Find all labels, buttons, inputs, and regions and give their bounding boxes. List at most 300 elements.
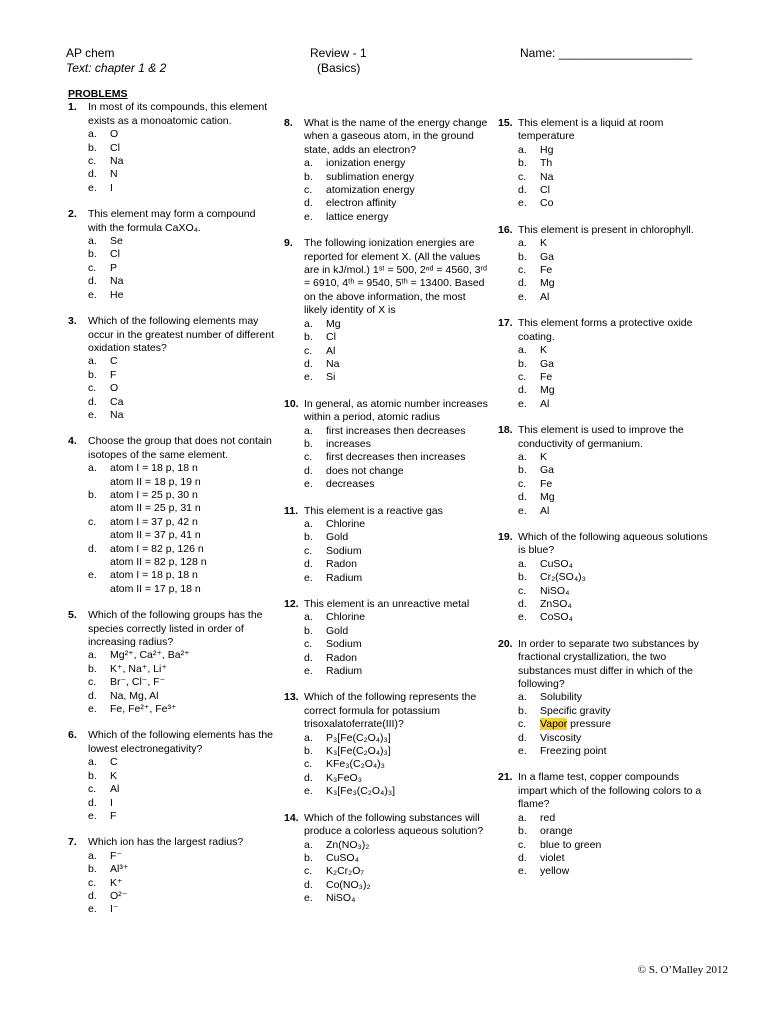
option-text: K₃[Fe₃(C₂O₄)₃] <box>326 785 396 798</box>
name-field: Name: ____________________ <box>520 46 693 60</box>
option-letter: a. <box>88 235 97 248</box>
question-stem <box>284 237 488 317</box>
option-letter: a. <box>518 143 527 156</box>
option-text: Viscosity <box>540 731 582 744</box>
option-text: Fe, Fe²⁺, Fe³⁺ <box>110 703 177 716</box>
option-text: Hg <box>540 143 554 156</box>
option-letter: c. <box>88 676 97 689</box>
option-text: Specific gravity <box>540 704 611 717</box>
answer-options <box>518 451 710 518</box>
answer-options <box>88 128 276 195</box>
answer-option <box>88 382 276 395</box>
question-number: 8. <box>284 117 293 129</box>
answer-option <box>304 358 488 371</box>
question-text: Which of the following represents the correct formula for potassium trisoxalatoferrate(III)? <box>304 691 477 731</box>
option-text: orange <box>540 825 573 838</box>
answer-options <box>518 144 710 211</box>
option-text: F <box>110 368 117 381</box>
option-text: I⁻ <box>110 903 119 916</box>
question-text: Which of the following substances will produce a colorless aqueous solution? <box>304 811 484 838</box>
option-letter: a. <box>88 849 97 862</box>
option-text-second-line: atom II = 25 p, 31 n <box>110 502 201 515</box>
question-number: 12. <box>284 598 299 610</box>
option-letter: b. <box>304 745 313 758</box>
answer-option <box>304 197 488 210</box>
option-letter: b. <box>518 357 527 370</box>
option-letter: e. <box>88 569 97 582</box>
answer-option <box>88 676 276 689</box>
answer-options <box>88 462 276 596</box>
option-text: first increases then decreases <box>326 424 466 437</box>
option-letter: b. <box>518 704 527 717</box>
option-text <box>540 718 710 731</box>
option-text: Si <box>326 371 336 384</box>
option-letter: e. <box>518 290 527 303</box>
answer-option <box>518 277 710 290</box>
option-text: Se <box>110 235 123 248</box>
question-stem <box>284 598 488 611</box>
option-letter: e. <box>518 745 527 758</box>
option-text: Ga <box>540 250 555 263</box>
option-letter: b. <box>518 825 527 838</box>
option-text: does not change <box>326 464 404 477</box>
option-letter: e. <box>518 397 527 410</box>
option-text: O²⁻ <box>110 889 128 902</box>
option-text: Na <box>110 408 124 421</box>
option-letter: d. <box>88 542 97 555</box>
answer-options <box>304 518 488 585</box>
question-number: 21. <box>498 771 513 784</box>
question-stem <box>498 224 710 237</box>
option-letter: e. <box>304 785 313 798</box>
problem-1 <box>68 101 276 195</box>
answer-option <box>88 369 276 382</box>
option-text-second-line: atom II = 82 p, 128 n <box>110 556 207 568</box>
question-text: Which ion has the largest radius? <box>88 836 244 849</box>
option-letter: b. <box>518 250 527 263</box>
question-text: This element is a reactive gas <box>304 504 443 517</box>
option-text: Radon <box>326 558 357 571</box>
question-number: 14. <box>284 811 299 824</box>
answer-option <box>518 825 710 838</box>
answer-option <box>88 783 276 796</box>
problem-15 <box>498 117 710 211</box>
option-letter: c. <box>88 382 97 395</box>
question-stem <box>284 117 488 157</box>
answer-options <box>304 839 488 906</box>
answer-option <box>88 649 276 662</box>
option-text: Fe <box>540 370 553 383</box>
answer-option <box>518 371 710 384</box>
option-letter: a. <box>304 517 313 530</box>
option-letter: e. <box>88 809 97 822</box>
option-text: O <box>110 128 119 141</box>
option-letter: e. <box>304 210 313 223</box>
question-stem <box>498 771 710 811</box>
option-text: lattice energy <box>326 210 389 223</box>
answer-options <box>518 691 710 758</box>
question-number: 18. <box>498 424 513 437</box>
problem-3 <box>68 315 276 422</box>
question-stem <box>284 505 488 518</box>
option-text: Al <box>110 783 120 796</box>
problem-21 <box>498 771 710 878</box>
option-letter: b. <box>88 662 97 675</box>
option-text: Mg <box>540 277 555 290</box>
answer-option <box>304 732 488 745</box>
answer-option <box>518 264 710 277</box>
option-text: K <box>110 769 118 782</box>
answer-option <box>304 425 488 438</box>
option-letter: b. <box>518 571 527 584</box>
option-text: Sodium <box>326 638 362 651</box>
option-text: atom I = 82 p, 126 n <box>110 542 204 555</box>
question-text: This element may form a compound with the formula CaXO₄. <box>88 208 256 234</box>
question-text: In a flame test, copper compounds impart which of the following colors to a flame? <box>518 771 702 811</box>
option-text: K⁺, Na⁺, Li⁺ <box>110 662 167 675</box>
question-text: This element is a liquid at room temperature <box>518 117 664 143</box>
option-letter: e. <box>304 892 313 905</box>
answer-option <box>518 451 710 464</box>
answer-option <box>88 142 276 155</box>
question-stem <box>68 729 276 756</box>
option-letter: b. <box>518 157 527 170</box>
option-text: ZnSO₄ <box>540 598 572 610</box>
question-stem <box>68 609 276 649</box>
option-letter: b. <box>88 488 97 501</box>
section-title: PROBLEMS <box>68 88 128 100</box>
option-text: Cl <box>110 248 120 261</box>
answer-option <box>518 839 710 852</box>
question-stem <box>68 208 276 235</box>
answer-option <box>304 879 488 892</box>
answer-option <box>518 344 710 357</box>
answer-options <box>518 812 710 879</box>
option-text: Chlorine <box>326 611 366 624</box>
answer-option <box>88 770 276 783</box>
column-2 <box>284 117 488 906</box>
answer-options <box>304 318 488 385</box>
option-letter: d. <box>518 598 527 610</box>
option-text: K <box>540 450 548 463</box>
answer-option <box>304 184 488 197</box>
option-letter: c. <box>304 638 313 651</box>
answer-option <box>88 355 276 368</box>
option-letter: e. <box>304 571 313 584</box>
column-3 <box>498 117 710 879</box>
option-letter: d. <box>88 168 97 181</box>
option-letter: b. <box>518 464 527 477</box>
review-title: Review - 1 <box>310 46 367 60</box>
option-letter: d. <box>304 558 313 571</box>
answer-option <box>304 345 488 358</box>
option-letter: d. <box>518 491 527 504</box>
answer-option <box>88 262 276 275</box>
answer-option <box>88 663 276 676</box>
option-letter: d. <box>88 796 97 809</box>
option-letter: e. <box>88 288 97 301</box>
option-text: CoSO₄ <box>540 611 573 624</box>
option-text: Solubility <box>540 691 583 704</box>
option-letter: b. <box>304 624 313 637</box>
option-letter: c. <box>304 184 313 197</box>
option-text: Ga <box>540 357 555 370</box>
text-reference: Text: chapter 1 & 2 <box>66 61 167 75</box>
option-letter: a. <box>518 450 527 463</box>
question-stem <box>498 638 710 692</box>
option-text: atom I = 18 p, 18 n <box>110 462 198 475</box>
answer-option <box>518 144 710 157</box>
option-text: K <box>540 344 548 357</box>
option-text: N <box>110 168 118 181</box>
answer-option <box>304 852 488 865</box>
answer-option <box>88 850 276 863</box>
option-letter: b. <box>88 368 97 381</box>
option-letter: b. <box>304 851 313 864</box>
option-text: Sodium <box>326 544 362 557</box>
option-text: Radium <box>326 571 363 584</box>
option-text-second-line: atom II = 17 p, 18 n <box>110 582 201 595</box>
answer-option <box>88 248 276 261</box>
answer-option <box>518 251 710 264</box>
answer-option <box>304 625 488 638</box>
option-text: KFe₃(C₂O₄)₃ <box>326 758 385 771</box>
question-text: This element forms a protective oxide coating. <box>518 317 693 343</box>
answer-option <box>304 211 488 224</box>
option-text: Cl <box>326 331 336 344</box>
answer-option <box>88 235 276 248</box>
question-stem <box>498 117 710 144</box>
option-text: Gold <box>326 531 349 544</box>
option-text: atom I = 18 p, 18 n <box>110 569 198 582</box>
option-text: K⁺ <box>110 876 123 889</box>
option-text: Cr₂(SO₄)₃ <box>540 571 586 584</box>
answer-option <box>304 451 488 464</box>
option-letter: a. <box>304 731 313 744</box>
option-text: I <box>110 796 113 809</box>
answer-option <box>88 863 276 876</box>
option-text-second-line: atom II = 37 p, 41 n <box>110 529 201 542</box>
option-letter: a. <box>88 355 97 368</box>
answer-option <box>88 128 276 141</box>
option-letter: a. <box>518 557 527 570</box>
problem-5 <box>68 609 276 716</box>
answer-option <box>518 384 710 397</box>
option-text: Ca <box>110 395 124 408</box>
answer-option <box>88 903 276 916</box>
option-letter: d. <box>304 771 313 784</box>
problem-17 <box>498 317 710 411</box>
problem-6 <box>68 729 276 823</box>
option-text: Chlorine <box>326 517 366 530</box>
answer-option <box>88 516 276 529</box>
option-letter: e. <box>88 181 97 194</box>
option-letter: c. <box>518 264 527 277</box>
answer-option <box>518 852 710 865</box>
option-text: Al <box>540 397 550 410</box>
answer-option <box>88 690 276 703</box>
answer-option <box>518 505 710 518</box>
answer-option <box>518 718 710 731</box>
answer-option <box>304 758 488 771</box>
option-text: NiSO₄ <box>326 892 356 905</box>
problem-19 <box>498 531 710 625</box>
option-text: Na <box>110 275 124 288</box>
option-letter: c. <box>304 544 313 557</box>
option-letter: c. <box>518 718 527 731</box>
question-number: 16. <box>498 223 513 236</box>
answer-option <box>304 171 488 184</box>
option-letter: c. <box>518 584 527 597</box>
answer-option <box>304 745 488 758</box>
answer-option <box>518 598 710 611</box>
option-letter: a. <box>88 462 97 475</box>
answer-option <box>304 558 488 571</box>
problem-4 <box>68 435 276 596</box>
option-text: atom I = 25 p, 30 n <box>110 488 198 501</box>
question-number: 17. <box>498 317 513 330</box>
answer-options <box>88 235 276 302</box>
option-letter: d. <box>304 464 313 477</box>
option-letter: b. <box>88 863 97 876</box>
answer-option <box>304 892 488 905</box>
answer-option <box>304 371 488 384</box>
answer-option <box>518 491 710 504</box>
option-letter: c. <box>88 515 97 528</box>
question-number: 6. <box>68 729 77 742</box>
column-1 <box>68 88 276 917</box>
answer-option <box>88 182 276 195</box>
option-letter: b. <box>304 531 313 544</box>
question-stem <box>498 424 710 451</box>
option-text: K₂Cr₂O₇ <box>326 865 365 878</box>
option-letter: a. <box>304 317 313 330</box>
problem-11 <box>284 505 488 585</box>
answer-option <box>518 745 710 758</box>
answer-options <box>88 355 276 422</box>
answer-option <box>518 732 710 745</box>
option-text: CuSO₄ <box>540 557 573 570</box>
option-text: Na <box>110 155 124 168</box>
answer-option <box>88 890 276 903</box>
option-letter: d. <box>518 277 527 290</box>
option-text: Na <box>540 170 554 183</box>
answer-option <box>88 489 276 502</box>
option-letter: d. <box>304 651 313 664</box>
answer-options <box>518 344 710 411</box>
option-letter: c. <box>88 876 97 889</box>
question-number: 19. <box>498 530 513 543</box>
question-number: 2. <box>68 208 77 221</box>
question-text: What is the name of the energy change when a gaseous atom, in the ground state, adds an electron? <box>304 117 488 156</box>
option-text: atom I = 37 p, 42 n <box>110 515 198 528</box>
option-text: K₃FeO₃ <box>326 771 362 784</box>
option-text: Mg <box>326 317 341 330</box>
question-text: In general, as atomic number increases within a period, atomic radius <box>304 397 488 424</box>
option-letter: c. <box>304 344 313 357</box>
answer-option <box>88 543 276 556</box>
review-subtitle: (Basics) <box>317 61 361 75</box>
answer-option <box>518 237 710 250</box>
question-stem <box>68 836 276 849</box>
question-stem <box>68 315 276 355</box>
answer-option <box>88 155 276 168</box>
answer-option <box>304 572 488 585</box>
problem-8 <box>284 117 488 224</box>
answer-option <box>518 478 710 491</box>
option-letter: a. <box>304 611 313 624</box>
option-letter: c. <box>304 758 313 771</box>
answer-option <box>304 545 488 558</box>
question-number: 7. <box>68 836 77 849</box>
option-letter: e. <box>518 197 527 210</box>
option-text-rest: pressure <box>570 718 612 731</box>
option-text: Fe <box>540 264 553 277</box>
answer-option <box>88 797 276 810</box>
option-text: Radon <box>326 651 357 664</box>
option-letter: a. <box>518 811 527 824</box>
option-text: Al <box>540 290 550 303</box>
answer-option <box>518 611 710 624</box>
option-letter: c. <box>518 170 527 183</box>
option-text: decreases <box>326 478 375 491</box>
option-letter: e. <box>88 703 97 716</box>
answer-options <box>518 237 710 304</box>
answer-option <box>304 865 488 878</box>
option-letter: d. <box>88 275 97 288</box>
option-text: electron affinity <box>326 197 397 210</box>
option-text: K <box>540 237 548 250</box>
answer-option <box>518 464 710 477</box>
problem-18 <box>498 424 710 518</box>
question-text: Which of the following groups has the species correctly listed in order of increasing radius? <box>88 609 263 649</box>
option-letter: a. <box>304 157 313 170</box>
answer-option <box>518 705 710 718</box>
answer-option <box>304 665 488 678</box>
question-text: In order to separate two substances by fractional crystallization, the two substances must differ in which of the following? <box>518 637 699 691</box>
question-stem <box>498 531 710 558</box>
option-text: Freezing point <box>540 745 607 758</box>
answer-option <box>88 396 276 409</box>
option-text: Co(NO₃)₂ <box>326 878 371 891</box>
answer-option <box>518 184 710 197</box>
question-text: Choose the group that does not contain isotopes of the same element. <box>88 435 272 461</box>
option-letter: a. <box>88 128 97 141</box>
option-text: violet <box>540 851 565 864</box>
answer-option <box>88 409 276 422</box>
problem-13 <box>284 691 488 798</box>
problem-7 <box>68 836 276 916</box>
option-text: Fe <box>540 477 553 490</box>
question-text: In most of its compounds, this element exists as a monoatomic cation. <box>88 101 268 127</box>
option-letter: b. <box>304 170 313 183</box>
question-number: 4. <box>68 435 77 448</box>
answer-option <box>304 478 488 491</box>
option-text: Al <box>540 504 550 517</box>
question-stem <box>284 398 488 425</box>
option-letter: c. <box>88 783 97 796</box>
option-letter: e. <box>88 408 97 421</box>
problem-14 <box>284 812 488 906</box>
option-text: Zn(NO₃)₂ <box>326 838 370 851</box>
option-text: Cl <box>540 184 550 197</box>
option-letter: c. <box>518 477 527 490</box>
option-text: K₃[Fe(C₂O₄)₃] <box>326 745 391 758</box>
option-letter: e. <box>304 478 313 491</box>
question-number: 3. <box>68 315 77 328</box>
option-letter: e. <box>518 611 527 624</box>
answer-option <box>518 291 710 304</box>
